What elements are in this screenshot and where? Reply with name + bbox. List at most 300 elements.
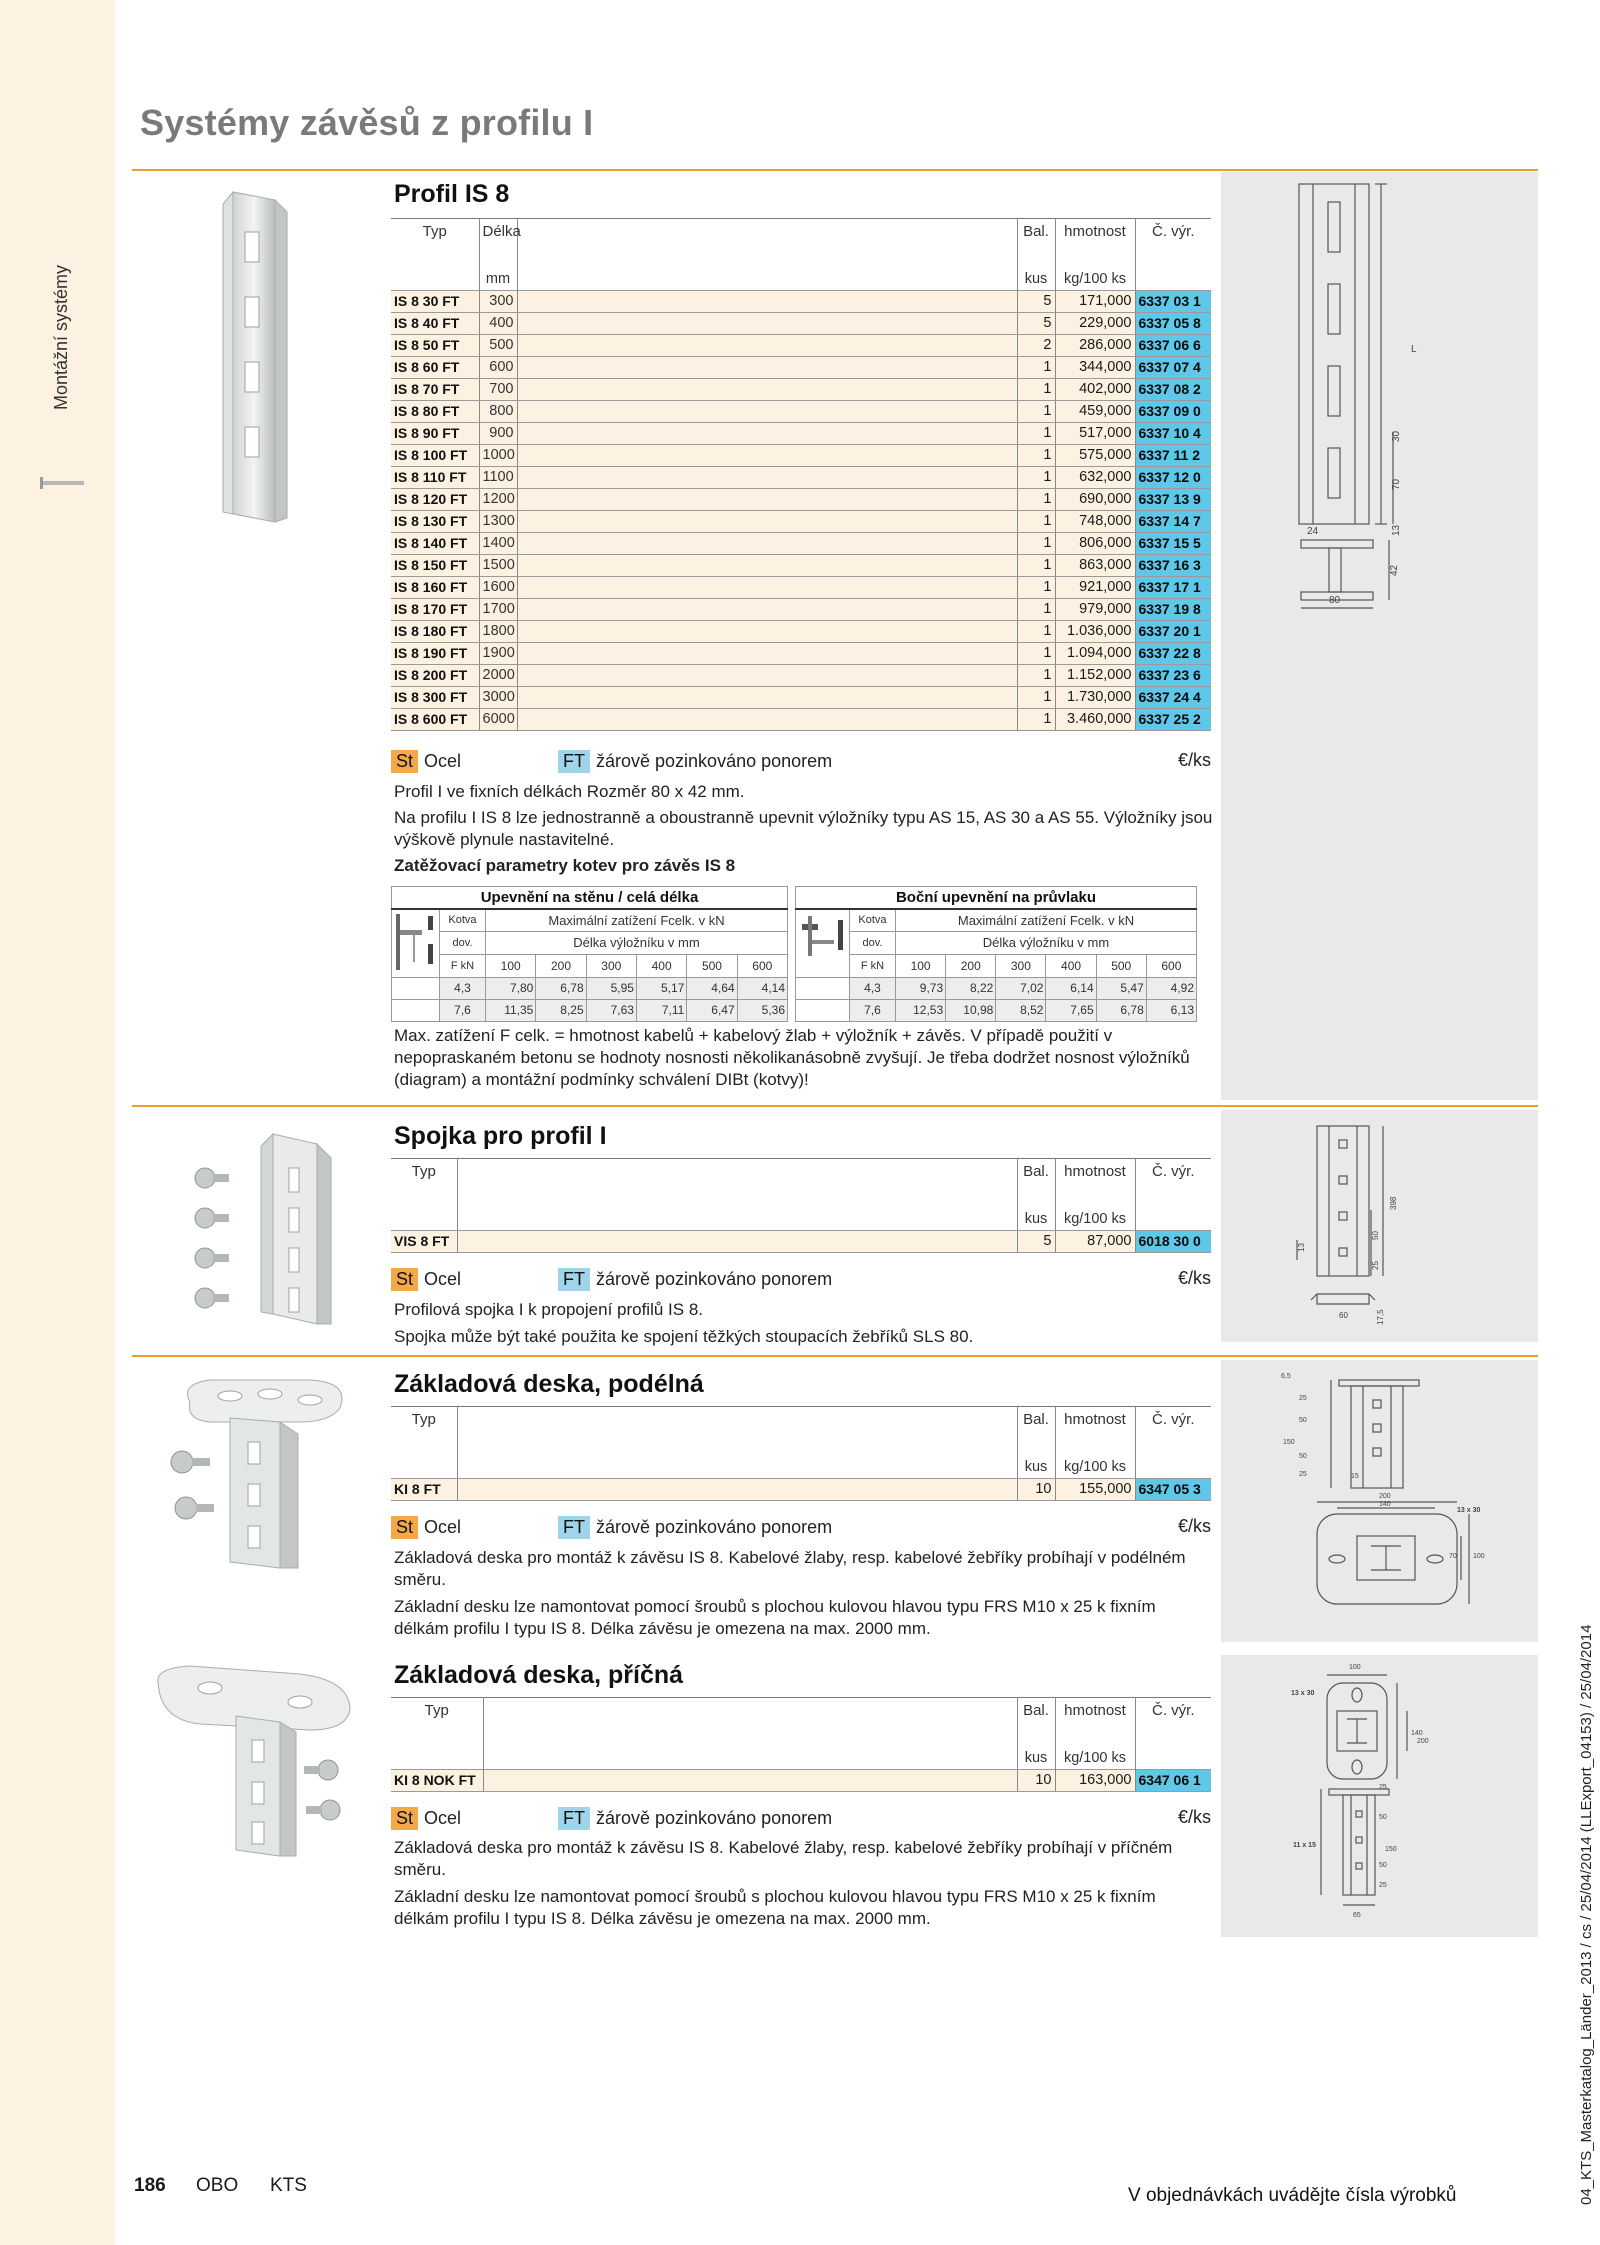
load-value: 5,17 bbox=[636, 977, 686, 999]
dim-label: 25 bbox=[1299, 1471, 1307, 1478]
dim-label: 50 bbox=[1371, 1231, 1380, 1240]
kotva-label: Kotva bbox=[850, 909, 896, 932]
dim-label: 25 bbox=[1299, 1395, 1307, 1402]
row-typ: KI 8 NOK FT bbox=[391, 1769, 483, 1791]
unit-art bbox=[1135, 270, 1211, 290]
row-article: 6337 15 5 bbox=[1135, 532, 1211, 554]
row-kg: 459,000 bbox=[1055, 400, 1135, 422]
row-bal: 5 bbox=[1017, 312, 1055, 334]
load-value: 4,92 bbox=[1146, 977, 1196, 999]
unit-kus: kus bbox=[1017, 1749, 1055, 1769]
row-length: 1900 bbox=[479, 642, 517, 664]
table-row bbox=[391, 422, 1211, 444]
dim-label: 50 bbox=[1299, 1453, 1307, 1460]
row-bal: 1 bbox=[1017, 510, 1055, 532]
dim-label: 60 bbox=[1339, 1311, 1348, 1320]
row-article: 6337 19 8 bbox=[1135, 598, 1211, 620]
load-value: 8,52 bbox=[996, 999, 1046, 1021]
row-length: 1000 bbox=[479, 444, 517, 466]
row-typ: IS 8 600 FT bbox=[391, 708, 479, 730]
load-row bbox=[392, 999, 788, 1021]
row-spacer bbox=[517, 290, 1017, 312]
table-row bbox=[391, 444, 1211, 466]
row-article: 6337 03 1 bbox=[1135, 290, 1211, 312]
row-length: 1700 bbox=[479, 598, 517, 620]
unit-kg: kg/100 ks bbox=[1055, 1210, 1135, 1230]
row-article: 6337 14 7 bbox=[1135, 510, 1211, 532]
load-value: 6,13 bbox=[1146, 999, 1196, 1021]
arm-length-value: 400 bbox=[636, 954, 686, 977]
row-spacer bbox=[517, 510, 1017, 532]
row-spacer bbox=[517, 334, 1017, 356]
table-row bbox=[391, 532, 1211, 554]
row-typ: IS 8 190 FT bbox=[391, 642, 479, 664]
arm-length-value: 200 bbox=[946, 954, 996, 977]
podelna-drawing-panel bbox=[1221, 1360, 1538, 1642]
table-row bbox=[391, 400, 1211, 422]
podelna-technical-drawing bbox=[1221, 1360, 1538, 1642]
row-kg: 229,000 bbox=[1055, 312, 1135, 334]
load-value: 6,78 bbox=[536, 977, 586, 999]
row-kg: 402,000 bbox=[1055, 378, 1135, 400]
row-typ: IS 8 40 FT bbox=[391, 312, 479, 334]
dim-label: 13 bbox=[1297, 1243, 1306, 1252]
kotva-label: Kotva bbox=[440, 909, 486, 932]
load-value: 5,95 bbox=[586, 977, 636, 999]
table-row bbox=[391, 334, 1211, 356]
row-kg: 1.730,000 bbox=[1055, 686, 1135, 708]
row-bal: 10 bbox=[1017, 1769, 1055, 1791]
dim-label: 30 bbox=[1391, 430, 1402, 442]
podelna-product-image bbox=[150, 1372, 360, 1572]
table-row bbox=[391, 1769, 1211, 1791]
row-article: 6337 20 1 bbox=[1135, 620, 1211, 642]
load-value: 11,35 bbox=[486, 999, 536, 1021]
arm-length-label: Délka výložníku v mm bbox=[896, 931, 1197, 954]
profil-drawing-panel bbox=[1221, 172, 1538, 1100]
dim-label: 13 x 30 bbox=[1291, 1690, 1315, 1697]
finish-code-ft: FT bbox=[558, 1516, 590, 1539]
profil-material-line bbox=[391, 750, 1211, 773]
row-typ: KI 8 FT bbox=[391, 1478, 457, 1500]
row-bal: 1 bbox=[1017, 378, 1055, 400]
pricna-table bbox=[391, 1697, 1211, 1792]
price-unit: €/ks bbox=[1177, 1516, 1211, 1536]
finish-code-ft: FT bbox=[558, 750, 590, 773]
col-spacer bbox=[457, 1406, 1017, 1458]
table-row bbox=[391, 312, 1211, 334]
page-number: 186 bbox=[134, 2175, 166, 2196]
diagram-spacer bbox=[392, 999, 440, 1021]
row-kg: 171,000 bbox=[1055, 290, 1135, 312]
col-spacer bbox=[483, 1697, 1017, 1749]
row-article: 6337 07 4 bbox=[1135, 356, 1211, 378]
beam-mount-diagram bbox=[796, 909, 850, 978]
dim-label: 15 bbox=[1351, 1473, 1359, 1480]
profil-table-body bbox=[391, 290, 1211, 730]
dim-label: 6,5 bbox=[1281, 1373, 1291, 1380]
load-value: 7,02 bbox=[996, 977, 1046, 999]
pricna-product-image bbox=[150, 1660, 360, 1860]
col-typ: Typ bbox=[411, 1163, 436, 1180]
row-bal: 1 bbox=[1017, 444, 1055, 466]
load-table-wall bbox=[391, 886, 788, 1022]
row-article: 6337 16 3 bbox=[1135, 554, 1211, 576]
unit-typ bbox=[391, 1210, 457, 1230]
material-code-st: St bbox=[391, 1807, 418, 1830]
load-row bbox=[796, 977, 1197, 999]
row-length: 600 bbox=[479, 356, 517, 378]
material-name-st: Ocel bbox=[424, 1517, 462, 1537]
row-length: 1600 bbox=[479, 576, 517, 598]
row-bal: 1 bbox=[1017, 576, 1055, 598]
row-article: 6347 06 1 bbox=[1135, 1769, 1211, 1791]
arm-length-value: 300 bbox=[586, 954, 636, 977]
row-spacer bbox=[517, 356, 1017, 378]
unit-kus: kus bbox=[1017, 1458, 1055, 1478]
table-header-row bbox=[391, 218, 1211, 270]
row-kg: 690,000 bbox=[1055, 488, 1135, 510]
col-typ: Typ bbox=[411, 1411, 436, 1428]
arm-length-label: Délka výložníku v mm bbox=[486, 931, 788, 954]
dim-label: 200 bbox=[1379, 1493, 1391, 1500]
row-typ: IS 8 60 FT bbox=[391, 356, 479, 378]
row-kg: 155,000 bbox=[1055, 1478, 1135, 1500]
dim-label: 140 bbox=[1379, 1501, 1391, 1508]
max-load-label: Maximální zatížení Fcelk. v kN bbox=[486, 909, 788, 932]
dim-label: 13 bbox=[1391, 524, 1402, 536]
load-value: 5,47 bbox=[1096, 977, 1146, 999]
load-heading: Zatěžovací parametry kotev pro závěs IS 8 bbox=[394, 856, 736, 875]
load-value: 7,11 bbox=[636, 999, 686, 1021]
spojka-description-1: Profilová spojka I k propojení profilů IS 8. bbox=[394, 1300, 703, 1319]
col-spacer bbox=[457, 1158, 1017, 1210]
load-value: 7,63 bbox=[586, 999, 636, 1021]
dim-label: 50 bbox=[1299, 1417, 1307, 1424]
row-spacer bbox=[517, 664, 1017, 686]
row-bal: 1 bbox=[1017, 422, 1055, 444]
row-article: 6337 05 8 bbox=[1135, 312, 1211, 334]
dim-label: 150 bbox=[1385, 1846, 1397, 1853]
dim-label: 24 bbox=[1307, 526, 1319, 537]
row-spacer bbox=[457, 1478, 1017, 1500]
dim-label: 200 bbox=[1417, 1738, 1429, 1745]
dim-label: 25 bbox=[1371, 1261, 1380, 1270]
dim-label: 25 bbox=[1379, 1784, 1387, 1791]
load-table-beam bbox=[795, 886, 1197, 1022]
pricna-technical-drawing bbox=[1221, 1655, 1538, 1937]
profil-description-2: Na profilu I IS 8 lze jednostranně a oboustranně upevnit výložníky typu AS 15, AS 30 a AS 55. Výložníky jsou výškově plynule nastavitelné. bbox=[394, 808, 1213, 849]
unit-typ bbox=[391, 1458, 457, 1478]
profil-description-1: Profil I ve fixních délkách Rozměr 80 x 42 mm. bbox=[394, 782, 745, 801]
load-value: 8,25 bbox=[536, 999, 586, 1021]
table-row bbox=[391, 378, 1211, 400]
arm-length-value: 100 bbox=[486, 954, 536, 977]
row-spacer bbox=[517, 686, 1017, 708]
row-article: 6337 09 0 bbox=[1135, 400, 1211, 422]
row-typ: IS 8 160 FT bbox=[391, 576, 479, 598]
row-typ: IS 8 110 FT bbox=[391, 466, 479, 488]
row-bal: 1 bbox=[1017, 356, 1055, 378]
row-spacer bbox=[517, 400, 1017, 422]
dim-label: 25 bbox=[1379, 1882, 1387, 1889]
arm-length-value: 400 bbox=[1046, 954, 1096, 977]
spojka-material-line bbox=[391, 1268, 1211, 1291]
profil-technical-drawing bbox=[1221, 172, 1538, 1100]
row-typ: IS 8 200 FT bbox=[391, 664, 479, 686]
row-bal: 1 bbox=[1017, 664, 1055, 686]
row-typ: VIS 8 FT bbox=[391, 1230, 457, 1252]
row-length: 1800 bbox=[479, 620, 517, 642]
row-kg: 87,000 bbox=[1055, 1230, 1135, 1252]
row-kg: 286,000 bbox=[1055, 334, 1135, 356]
row-kg: 863,000 bbox=[1055, 554, 1135, 576]
dim-label: 13 x 30 bbox=[1457, 1507, 1481, 1514]
row-article: 6337 17 1 bbox=[1135, 576, 1211, 598]
row-kg: 632,000 bbox=[1055, 466, 1135, 488]
unit-spacer bbox=[457, 1210, 1017, 1230]
arm-length-value: 200 bbox=[536, 954, 586, 977]
table-row bbox=[391, 642, 1211, 664]
row-bal: 1 bbox=[1017, 400, 1055, 422]
row-length: 500 bbox=[479, 334, 517, 356]
material-name-st: Ocel bbox=[424, 751, 462, 771]
row-article: 6337 08 2 bbox=[1135, 378, 1211, 400]
row-spacer bbox=[517, 554, 1017, 576]
profil-title: Profil IS 8 bbox=[394, 180, 510, 208]
table-row bbox=[391, 356, 1211, 378]
row-bal: 2 bbox=[1017, 334, 1055, 356]
spojka-description-2: Spojka může být také použita ke spojení těžkých stoupacích žebříků SLS 80. bbox=[394, 1327, 974, 1346]
row-length: 1300 bbox=[479, 510, 517, 532]
row-length: 1400 bbox=[479, 532, 517, 554]
arm-length-value: 600 bbox=[737, 954, 787, 977]
load-value: 7,80 bbox=[486, 977, 536, 999]
table-row bbox=[391, 290, 1211, 312]
row-bal: 1 bbox=[1017, 642, 1055, 664]
unit-kg: kg/100 ks bbox=[1055, 270, 1135, 290]
table-row bbox=[391, 488, 1211, 510]
row-kg: 163,000 bbox=[1055, 1769, 1135, 1791]
row-bal: 10 bbox=[1017, 1478, 1055, 1500]
dim-label: 42 bbox=[1389, 564, 1400, 576]
row-spacer bbox=[517, 378, 1017, 400]
row-typ: IS 8 120 FT bbox=[391, 488, 479, 510]
unit-spacer bbox=[517, 270, 1017, 290]
podelna-description-2: Základní desku lze namontovat pomocí šroubů s plochou kulovou hlavou typu FRS M10 x 25 k fixním délkám profilu I typu IS 8. Délka závěsu je omezena na max. 2000 mm. bbox=[394, 1597, 1156, 1638]
pricna-drawing-panel bbox=[1221, 1655, 1538, 1937]
pricna-description-1: Základová deska pro montáž k závěsu IS 8. Kabelové žlaby, resp. kabelové žebříky probíhají v příčném směru. bbox=[394, 1838, 1173, 1879]
dim-label: 70 bbox=[1449, 1553, 1457, 1560]
material-code-st: St bbox=[391, 1516, 418, 1539]
dim-label: 11 x 15 bbox=[1293, 1842, 1316, 1849]
row-spacer bbox=[483, 1769, 1017, 1791]
pricna-material-line bbox=[391, 1807, 1211, 1830]
unit-kg: kg/100 ks bbox=[1055, 1458, 1135, 1478]
load-note: Max. zatížení F celk. = hmotnost kabelů + kabelový žlab + výložník + závěs. V případě použití v nepopraskaném betonu se hodnoty nosnosti několikanásobně zvyšují. Je třeba dodržet nosnost výložníků (diagram) a montážní podmínky schválení DIBt (kotvy)! bbox=[394, 1026, 1190, 1089]
load-value: 7,65 bbox=[1046, 999, 1096, 1021]
material-code-st: St bbox=[391, 1268, 418, 1291]
col-spacer bbox=[517, 218, 1017, 270]
price-unit: €/ks bbox=[1177, 1268, 1211, 1288]
dim-label: 50 bbox=[1379, 1862, 1387, 1869]
spojka-table bbox=[391, 1158, 1211, 1253]
table-row bbox=[391, 708, 1211, 730]
arm-length-value: 100 bbox=[896, 954, 946, 977]
load-value: 12,53 bbox=[896, 999, 946, 1021]
row-article: 6018 30 0 bbox=[1135, 1230, 1211, 1252]
col-bal: Bal. bbox=[1017, 1697, 1055, 1749]
spojka-title: Spojka pro profil I bbox=[394, 1122, 607, 1150]
load-table-title: Upevnění na stěnu / celá délka bbox=[392, 887, 788, 909]
row-bal: 5 bbox=[1017, 290, 1055, 312]
unit-typ bbox=[391, 270, 479, 290]
material-name-st: Ocel bbox=[424, 1269, 462, 1289]
row-typ: IS 8 170 FT bbox=[391, 598, 479, 620]
material-code-st: St bbox=[391, 750, 418, 773]
fkn-label: F kN bbox=[440, 954, 486, 977]
podelna-title: Základová deska, podélná bbox=[394, 1370, 704, 1398]
row-spacer bbox=[517, 576, 1017, 598]
col-typ: Typ bbox=[424, 1702, 449, 1719]
col-bal: Bal. bbox=[1017, 1158, 1055, 1210]
dim-label: L bbox=[1411, 344, 1417, 355]
diagram-spacer bbox=[796, 999, 850, 1021]
row-length: 6000 bbox=[479, 708, 517, 730]
row-article: 6337 23 6 bbox=[1135, 664, 1211, 686]
dim-label: 398 bbox=[1389, 1196, 1398, 1210]
load-row bbox=[392, 977, 788, 999]
row-length: 800 bbox=[479, 400, 517, 422]
col-hmotnost: hmotnost bbox=[1055, 1697, 1135, 1749]
load-value: 4,64 bbox=[687, 977, 737, 999]
podelna-material-line bbox=[391, 1516, 1211, 1539]
dim-label: 65 bbox=[1353, 1912, 1361, 1919]
side-label: Montážní systémy bbox=[51, 264, 71, 410]
table-row bbox=[391, 1230, 1211, 1252]
wall-mount-diagram bbox=[392, 909, 440, 978]
spojka-technical-drawing bbox=[1221, 1110, 1538, 1342]
anchor-force: 4,3 bbox=[850, 977, 896, 999]
table-units-row bbox=[391, 270, 1211, 290]
section-divider bbox=[132, 169, 1538, 171]
row-length: 1100 bbox=[479, 466, 517, 488]
unit-art bbox=[1135, 1210, 1211, 1230]
diagram-spacer bbox=[796, 977, 850, 999]
dim-label: 70 bbox=[1391, 478, 1402, 490]
row-length: 2000 bbox=[479, 664, 517, 686]
finish-code-ft: FT bbox=[558, 1807, 590, 1830]
col-bal: Bal. bbox=[1017, 218, 1055, 270]
page-title: Systémy závěsů z profilu I bbox=[140, 102, 594, 143]
row-article: 6337 12 0 bbox=[1135, 466, 1211, 488]
spojka-drawing-panel bbox=[1221, 1110, 1538, 1342]
load-row bbox=[796, 999, 1197, 1021]
row-kg: 344,000 bbox=[1055, 356, 1135, 378]
row-kg: 517,000 bbox=[1055, 422, 1135, 444]
col-cvyr: Č. výr. bbox=[1135, 1158, 1211, 1210]
table-row bbox=[391, 664, 1211, 686]
row-kg: 748,000 bbox=[1055, 510, 1135, 532]
row-bal: 1 bbox=[1017, 466, 1055, 488]
row-typ: IS 8 50 FT bbox=[391, 334, 479, 356]
arm-length-value: 500 bbox=[687, 954, 737, 977]
finish-code-ft: FT bbox=[558, 1268, 590, 1291]
section-divider bbox=[132, 1105, 1538, 1107]
load-value: 6,14 bbox=[1046, 977, 1096, 999]
col-delka: Délka bbox=[479, 218, 517, 270]
row-bal: 1 bbox=[1017, 598, 1055, 620]
profil-product-image bbox=[215, 192, 305, 522]
row-typ: IS 8 180 FT bbox=[391, 620, 479, 642]
row-typ: IS 8 70 FT bbox=[391, 378, 479, 400]
row-bal: 1 bbox=[1017, 686, 1055, 708]
load-value: 8,22 bbox=[946, 977, 996, 999]
brand-name: OBO bbox=[196, 2175, 239, 2196]
row-spacer bbox=[517, 488, 1017, 510]
col-cvyr: Č. výr. bbox=[1135, 1406, 1211, 1458]
spojka-product-image bbox=[185, 1128, 360, 1328]
row-typ: IS 8 90 FT bbox=[391, 422, 479, 444]
row-length: 700 bbox=[479, 378, 517, 400]
table-row bbox=[391, 598, 1211, 620]
row-spacer bbox=[517, 620, 1017, 642]
row-article: 6337 06 6 bbox=[1135, 334, 1211, 356]
load-value: 5,36 bbox=[737, 999, 787, 1021]
row-spacer bbox=[517, 708, 1017, 730]
podelna-table bbox=[391, 1406, 1211, 1501]
col-hmotnost: hmotnost bbox=[1055, 1406, 1135, 1458]
row-kg: 1.036,000 bbox=[1055, 620, 1135, 642]
unit-art bbox=[1135, 1458, 1211, 1478]
unit-kg: kg/100 ks bbox=[1055, 1749, 1135, 1769]
row-kg: 921,000 bbox=[1055, 576, 1135, 598]
col-hmotnost: hmotnost bbox=[1055, 218, 1135, 270]
row-length: 300 bbox=[479, 290, 517, 312]
row-bal: 5 bbox=[1017, 1230, 1055, 1252]
row-length: 900 bbox=[479, 422, 517, 444]
load-value: 6,78 bbox=[1096, 999, 1146, 1021]
section-name: KTS bbox=[270, 2175, 307, 2196]
col-bal: Bal. bbox=[1017, 1406, 1055, 1458]
row-typ: IS 8 130 FT bbox=[391, 510, 479, 532]
podelna-description-1: Základová deska pro montáž k závěsu IS 8. Kabelové žlaby, resp. kabelové žebříky probíhají v podélném směru. bbox=[394, 1548, 1186, 1589]
col-cvyr: Č. výr. bbox=[1135, 1697, 1211, 1749]
anchor-force: 7,6 bbox=[850, 999, 896, 1021]
row-typ: IS 8 80 FT bbox=[391, 400, 479, 422]
section-divider bbox=[132, 1355, 1538, 1357]
table-row bbox=[391, 1478, 1211, 1500]
unit-kus: kus bbox=[1017, 270, 1055, 290]
row-length: 400 bbox=[479, 312, 517, 334]
unit-spacer bbox=[457, 1458, 1017, 1478]
row-article: 6337 24 4 bbox=[1135, 686, 1211, 708]
load-value: 10,98 bbox=[946, 999, 996, 1021]
dim-label: 140 bbox=[1411, 1730, 1423, 1737]
dim-label: 50 bbox=[1379, 1814, 1387, 1821]
row-bal: 1 bbox=[1017, 488, 1055, 510]
row-typ: IS 8 30 FT bbox=[391, 290, 479, 312]
row-typ: IS 8 140 FT bbox=[391, 532, 479, 554]
dim-label: 17,5 bbox=[1376, 1309, 1385, 1325]
row-spacer bbox=[517, 466, 1017, 488]
table-row bbox=[391, 576, 1211, 598]
fkn-label: F kN bbox=[850, 954, 896, 977]
row-article: 6337 11 2 bbox=[1135, 444, 1211, 466]
table-row bbox=[391, 686, 1211, 708]
load-value: 4,14 bbox=[737, 977, 787, 999]
row-kg: 3.460,000 bbox=[1055, 708, 1135, 730]
